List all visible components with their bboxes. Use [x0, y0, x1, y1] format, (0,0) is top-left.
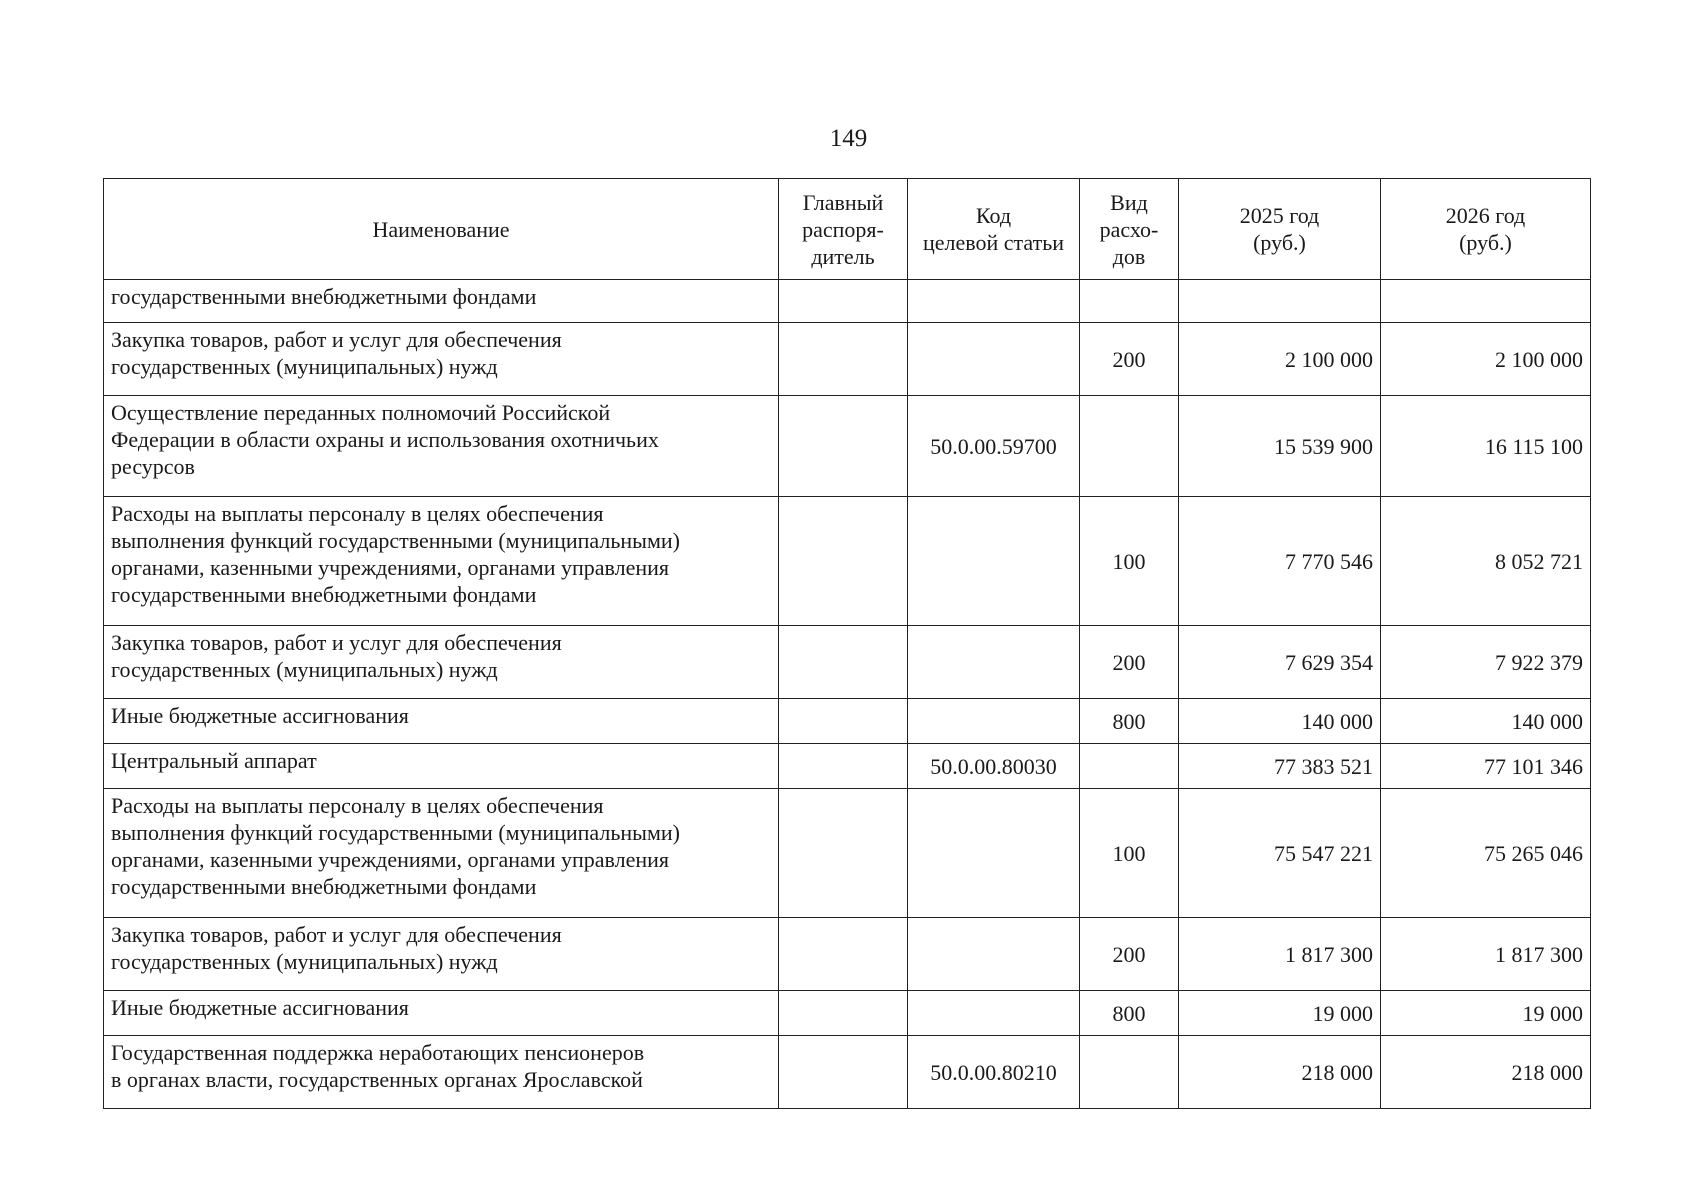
row-2026: 77 101 346 [1381, 744, 1591, 789]
row-code [908, 991, 1080, 1036]
row-manager [779, 699, 908, 744]
row-code: 50.0.00.59700 [908, 396, 1080, 497]
row-2026: 218 000 [1381, 1036, 1591, 1109]
table-row [104, 1036, 1591, 1109]
row-2025: 7 770 546 [1179, 497, 1381, 626]
row-2026 [1381, 280, 1591, 323]
row-type [1080, 1036, 1179, 1109]
table-row [104, 744, 1591, 789]
row-type: 100 [1080, 497, 1179, 626]
row-code [908, 497, 1080, 626]
table-row [104, 789, 1591, 918]
row-2026: 8 052 721 [1381, 497, 1591, 626]
row-type [1080, 280, 1179, 323]
row-type [1080, 744, 1179, 789]
row-name: Закупка товаров, работ и услуг для обеспечения государственных (муниципальных) нужд [104, 323, 779, 396]
row-2025: 7 629 354 [1179, 626, 1381, 699]
table-row [104, 991, 1591, 1036]
row-manager [779, 323, 908, 396]
row-name: Расходы на выплаты персоналу в целях обеспечения выполнения функций государственными (муниципальными) органами, казенными учреждениями, органами управления государственными внебюджетными фондами [104, 497, 779, 626]
row-2025 [1179, 280, 1381, 323]
row-manager [779, 1036, 908, 1109]
row-code [908, 323, 1080, 396]
row-code: 50.0.00.80030 [908, 744, 1080, 789]
budget-table [103, 178, 1591, 1109]
row-type: 800 [1080, 991, 1179, 1036]
table-row [104, 497, 1591, 626]
header-year-2026: 2026 год (руб.) [1381, 179, 1591, 280]
header-year-2025: 2025 год (руб.) [1179, 179, 1381, 280]
row-type: 200 [1080, 918, 1179, 991]
row-manager [779, 789, 908, 918]
row-2025: 140 000 [1179, 699, 1381, 744]
row-type [1080, 396, 1179, 497]
header-main-manager: Главный распоря- дитель [779, 179, 908, 280]
header-expense-type: Вид расхо- дов [1080, 179, 1179, 280]
row-type: 800 [1080, 699, 1179, 744]
row-manager [779, 280, 908, 323]
row-code [908, 626, 1080, 699]
row-name: Закупка товаров, работ и услуг для обеспечения государственных (муниципальных) нужд [104, 626, 779, 699]
row-name: Центральный аппарат [104, 744, 779, 789]
row-manager [779, 497, 908, 626]
row-name: Осуществление переданных полномочий Российской Федерации в области охраны и использования охотничьих ресурсов [104, 396, 779, 497]
row-2025: 77 383 521 [1179, 744, 1381, 789]
row-2026: 140 000 [1381, 699, 1591, 744]
table-row [104, 626, 1591, 699]
row-2025: 75 547 221 [1179, 789, 1381, 918]
row-2025: 1 817 300 [1179, 918, 1381, 991]
row-code [908, 918, 1080, 991]
table-row [104, 396, 1591, 497]
row-name: Иные бюджетные ассигнования [104, 699, 779, 744]
row-type: 200 [1080, 626, 1179, 699]
header-target-code: Код целевой статьи [908, 179, 1080, 280]
table-row [104, 280, 1591, 323]
row-type: 200 [1080, 323, 1179, 396]
row-name: Иные бюджетные ассигнования [104, 991, 779, 1036]
row-2026: 2 100 000 [1381, 323, 1591, 396]
row-code [908, 280, 1080, 323]
table-header-row [104, 179, 1591, 280]
page-number: 149 [829, 125, 868, 152]
row-2025: 2 100 000 [1179, 323, 1381, 396]
row-type: 100 [1080, 789, 1179, 918]
table-row [104, 918, 1591, 991]
row-manager [779, 396, 908, 497]
row-manager [779, 991, 908, 1036]
row-code: 50.0.00.80210 [908, 1036, 1080, 1109]
row-manager [779, 626, 908, 699]
row-name: Закупка товаров, работ и услуг для обеспечения государственных (муниципальных) нужд [104, 918, 779, 991]
row-manager [779, 744, 908, 789]
row-name: Государственная поддержка неработающих пенсионеров в органах власти, государственных органах Ярославской [104, 1036, 779, 1109]
row-code [908, 699, 1080, 744]
header-name: Наименование [104, 179, 779, 280]
row-2026: 1 817 300 [1381, 918, 1591, 991]
row-2026: 7 922 379 [1381, 626, 1591, 699]
row-name: государственными внебюджетными фондами [104, 280, 779, 323]
row-2026: 16 115 100 [1381, 396, 1591, 497]
table-row [104, 323, 1591, 396]
row-code [908, 789, 1080, 918]
row-2026: 75 265 046 [1381, 789, 1591, 918]
row-manager [779, 918, 908, 991]
row-2025: 218 000 [1179, 1036, 1381, 1109]
table-row [104, 699, 1591, 744]
row-2025: 19 000 [1179, 991, 1381, 1036]
row-2026: 19 000 [1381, 991, 1591, 1036]
row-name: Расходы на выплаты персоналу в целях обеспечения выполнения функций государственными (муниципальными) органами, казенными учреждениями, органами управления государственными внебюджетными фондами [104, 789, 779, 918]
row-2025: 15 539 900 [1179, 396, 1381, 497]
